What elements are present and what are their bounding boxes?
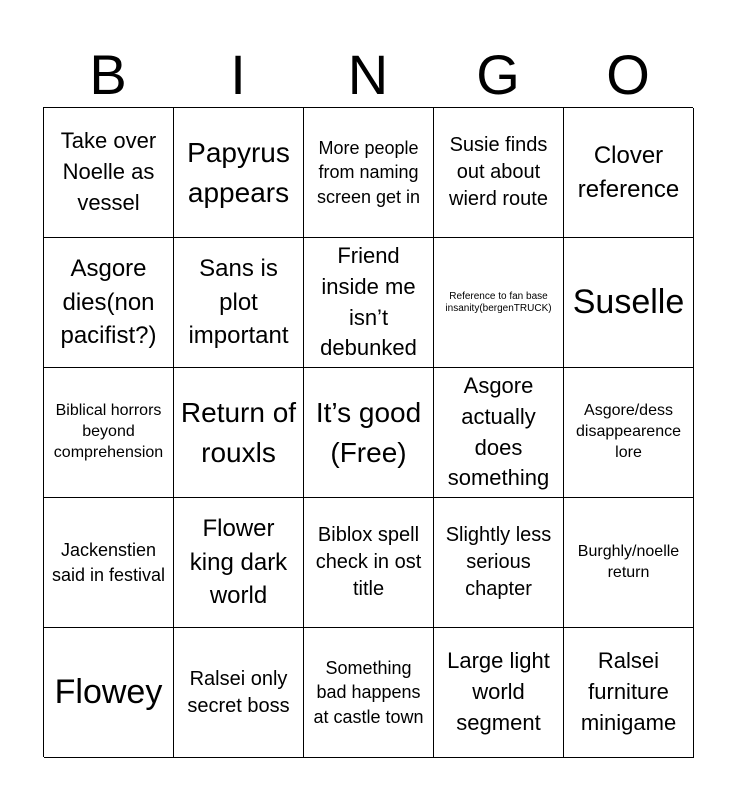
bingo-cell-r2-c2[interactable]	[174, 238, 304, 368]
bingo-cell-r5-c4[interactable]	[434, 628, 564, 758]
cell-text: Papyrus appears	[187, 137, 290, 208]
cell-text: Flowey	[54, 673, 163, 712]
bingo-cell-r1-c5[interactable]	[564, 108, 694, 238]
bingo-cell-r3-c5[interactable]	[564, 368, 694, 498]
cell-text: Sans is plot important	[188, 255, 289, 350]
cell-text: Susie finds out about wierd route	[449, 134, 548, 210]
bingo-cell-r5-c3[interactable]	[304, 628, 434, 758]
cell-text: Asgore dies(non pacifist?)	[60, 255, 157, 350]
bingo-cell-r2-c4[interactable]	[434, 238, 564, 368]
cell-text: It’s good (Free)	[315, 397, 422, 468]
bingo-cell-r3-c4[interactable]	[434, 368, 564, 498]
bingo-cell-r1-c1[interactable]	[44, 108, 174, 238]
cell-text: Slightly less serious chapter	[445, 524, 552, 600]
bingo-cell-r4-c1[interactable]	[44, 498, 174, 628]
cell-text: Asgore actually does something	[447, 372, 550, 491]
cell-text: Suselle	[572, 283, 685, 322]
bingo-cell-r2-c3[interactable]	[304, 238, 434, 368]
bingo-cell-r5-c1[interactable]	[44, 628, 174, 758]
bingo-cell-r2-c5[interactable]	[564, 238, 694, 368]
header-letter-b: B	[89, 43, 127, 106]
bingo-cell-r5-c2[interactable]	[174, 628, 304, 758]
cell-text: More people from naming screen get in	[316, 138, 421, 207]
bingo-cell-r3-c1[interactable]	[44, 368, 174, 498]
bingo-cell-r3-c2[interactable]	[174, 368, 304, 498]
cell-text: Clover reference	[577, 141, 680, 203]
cell-text: Take over Noelle as vessel	[60, 128, 157, 215]
bingo-cell-r4-c4[interactable]	[434, 498, 564, 628]
cell-text: Return of rouxls	[180, 397, 297, 468]
cell-text: Friend inside me isn’t debunked	[320, 242, 417, 361]
cell-text: Flower king dark world	[189, 515, 288, 610]
header-letter-o: O	[606, 43, 650, 106]
bingo-cell-r1-c2[interactable]	[174, 108, 304, 238]
cell-text: Ralsei furniture minigame	[580, 648, 677, 735]
cell-text: Reference to fan base insanity(bergenTRUCK)	[445, 290, 552, 314]
bingo-cell-r4-c3[interactable]	[304, 498, 434, 628]
cell-text: Something bad happens at castle town	[313, 658, 424, 727]
bingo-cell-r4-c5[interactable]	[564, 498, 694, 628]
bingo-cell-r2-c1[interactable]	[44, 238, 174, 368]
bingo-grid	[43, 107, 693, 757]
cell-text: Ralsei only secret boss	[187, 667, 290, 717]
header-letter-n: N	[347, 43, 389, 106]
bingo-cell-r1-c3[interactable]	[304, 108, 434, 238]
bingo-header	[43, 44, 693, 106]
bingo-cell-r1-c4[interactable]	[434, 108, 564, 238]
cell-text: Jackenstien said in festival	[51, 540, 166, 585]
bingo-cell-r4-c2[interactable]	[174, 498, 304, 628]
cell-text: Burghly/noelle return	[577, 542, 680, 581]
cell-text: Large light world segment	[447, 648, 550, 735]
header-letter-g: G	[476, 43, 520, 106]
header-letter-i: I	[230, 43, 246, 106]
bingo-cell-r5-c5[interactable]	[564, 628, 694, 758]
cell-text: Biblical horrors beyond comprehension	[53, 402, 164, 461]
cell-text: Biblox spell check in ost title	[315, 524, 422, 600]
cell-text: Asgore/dess disappearence lore	[576, 402, 681, 461]
bingo-cell-r3-c3[interactable]	[304, 368, 434, 498]
